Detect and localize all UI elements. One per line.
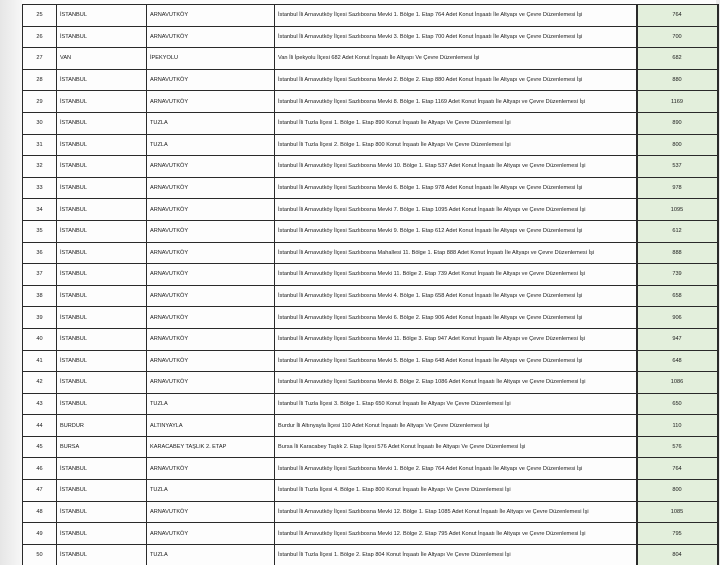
table-row — [23, 177, 718, 199]
district-cell: ARNAVUTKÖY — [147, 26, 275, 48]
housing-count-cell: 682 — [637, 48, 718, 70]
project-description-cell: İstanbul İli Arnavutköy İlçesi Sazlıbosna Mevki 7. Bölge 1. Etap 1095 Adet Konut İnşaatı İle Altyapı ve Çevre Düzenlemesi İşi — [275, 199, 637, 221]
district-cell: KARACABEY TAŞLIK 2. ETAP — [147, 436, 275, 458]
province-cell: İSTANBUL — [57, 26, 147, 48]
table-row — [23, 69, 718, 91]
housing-count-cell: 537 — [637, 156, 718, 178]
table-row — [23, 523, 718, 545]
table-row — [23, 393, 718, 415]
district-cell: TUZLA — [147, 544, 275, 565]
table-row — [23, 501, 718, 523]
row-number-cell: 37 — [23, 264, 57, 286]
row-number-cell: 50 — [23, 544, 57, 565]
row-number-cell: 49 — [23, 523, 57, 545]
district-cell: ARNAVUTKÖY — [147, 91, 275, 113]
district-cell: ALTINYAYLA — [147, 415, 275, 437]
row-number-cell: 34 — [23, 199, 57, 221]
project-description-cell: İstanbul İli Arnavutköy İlçesi Sazlıbosna Mevki 6. Bölge 2. Etap 906 Adet Konut İnşaatı İle Altyapı ve Çevre Düzenlemesi İşi — [275, 307, 637, 329]
province-cell: BURSA — [57, 436, 147, 458]
province-cell: İSTANBUL — [57, 242, 147, 264]
district-cell: İPEKYOLU — [147, 48, 275, 70]
row-number-cell: 31 — [23, 134, 57, 156]
province-cell: İSTANBUL — [57, 199, 147, 221]
row-number-cell: 42 — [23, 372, 57, 394]
province-cell: İSTANBUL — [57, 5, 147, 27]
table-row — [23, 242, 718, 264]
project-description-cell: İstanbul İli Arnavutköy İlçesi Sazlıbosna Mevki 11. Bölge 2. Etap 739 Adet Konut İnşaatı İle Altyapı ve Çevre Düzenlemesi İşi — [275, 264, 637, 286]
province-cell: İSTANBUL — [57, 91, 147, 113]
province-cell: İSTANBUL — [57, 177, 147, 199]
province-cell: İSTANBUL — [57, 264, 147, 286]
province-cell: İSTANBUL — [57, 156, 147, 178]
project-description-cell: İstanbul İli Arnavutköy İlçesi Sazlıbosna Mevki 8. Bölge 1. Etap 1169 Adet Konut İnşaatı İle Altyapı ve Çevre Düzenlemesi İşi — [275, 91, 637, 113]
province-cell: İSTANBUL — [57, 220, 147, 242]
row-number-cell: 48 — [23, 501, 57, 523]
project-description-cell: İstanbul İli Arnavutköy İlçesi Sazlıbosna Mevki 10. Bölge 1. Etap 537 Adet Konut İnşaatı İle Altyapı ve Çevre Düzenlemesi İşi — [275, 156, 637, 178]
table-row — [23, 307, 718, 329]
housing-count-cell: 800 — [637, 480, 718, 502]
row-number-cell: 32 — [23, 156, 57, 178]
district-cell: ARNAVUTKÖY — [147, 199, 275, 221]
project-description-cell: İstanbul İli Arnavutköy İlçesi Sazlıbosna Mevki 8. Bölge 2. Etap 1086 Adet Konut İnşaatı İle Altyapı ve Çevre Düzenlemesi İşi — [275, 372, 637, 394]
table-row — [23, 112, 718, 134]
project-description-cell: İstanbul İli Arnavutköy İlçesi Sazlıbosna Mevki 1. Bölge 1. Etap 764 Adet Konut İnşaatı İle Altyapı ve Çevre Düzenlemesi İşi — [275, 5, 637, 27]
housing-count-cell: 612 — [637, 220, 718, 242]
table-row — [23, 480, 718, 502]
housing-count-cell: 658 — [637, 285, 718, 307]
project-description-cell: Bursa İli Karacabey Taşlık 2. Etap İlçesi 576 Adet Konut İnşaatı İle Altyapı Ve Çevre Düzenlemesi İşi — [275, 436, 637, 458]
project-description-cell: İstanbul İli Tuzla İlçesi 1. Bölge 2. Etap 804 Konut İnşaatı İle Altyapı Ve Çevre Düzenlemesi İşi — [275, 544, 637, 565]
province-cell: İSTANBUL — [57, 134, 147, 156]
province-cell: İSTANBUL — [57, 393, 147, 415]
province-cell: İSTANBUL — [57, 372, 147, 394]
province-cell: İSTANBUL — [57, 69, 147, 91]
project-description-cell: İstanbul İli Tuzla İlçesi 1. Bölge 1. Etap 890 Konut İnşaatı İle Altyapı Ve Çevre Düzenlemesi İşi — [275, 112, 637, 134]
project-description-cell: İstanbul İli Arnavutköy İlçesi Sazlıbosna Mevki 5. Bölge 1. Etap 648 Adet Konut İnşaatı İle Altyapı ve Çevre Düzenlemesi İşi — [275, 350, 637, 372]
project-description-cell: İstanbul İli Arnavutköy İlçesi Sazlıbosna Mevki 3. Bölge 1. Etap 700 Adet Konut İnşaatı İle Altyapı ve Çevre Düzenlemesi İşi — [275, 26, 637, 48]
table-row — [23, 134, 718, 156]
housing-count-cell: 648 — [637, 350, 718, 372]
district-cell: TUZLA — [147, 134, 275, 156]
project-description-cell: İstanbul İli Arnavutköy İlçesi Sazlıbosna Mevki 4. Bölge 1. Etap 658 Adet Konut İnşaatı İle Altyapı ve Çevre Düzenlemesi İşi — [275, 285, 637, 307]
housing-count-cell: 1085 — [637, 501, 718, 523]
housing-count-cell: 650 — [637, 393, 718, 415]
district-cell: ARNAVUTKÖY — [147, 372, 275, 394]
housing-count-cell: 890 — [637, 112, 718, 134]
project-description-cell: İstanbul İli Arnavutköy İlçesi Sazlıbosna Mevki 12. Bölge 1. Etap 1085 Adet Konut İnşaatı İle Altyapı ve Çevre Düzenlemesi İşi — [275, 501, 637, 523]
province-cell: İSTANBUL — [57, 112, 147, 134]
row-number-cell: 43 — [23, 393, 57, 415]
row-number-cell: 40 — [23, 328, 57, 350]
row-number-cell: 44 — [23, 415, 57, 437]
table-row — [23, 458, 718, 480]
housing-count-cell: 978 — [637, 177, 718, 199]
row-number-cell: 26 — [23, 26, 57, 48]
district-cell: ARNAVUTKÖY — [147, 264, 275, 286]
table-row — [23, 436, 718, 458]
province-cell: İSTANBUL — [57, 458, 147, 480]
housing-count-cell: 1086 — [637, 372, 718, 394]
province-cell: İSTANBUL — [57, 480, 147, 502]
housing-count-cell: 1169 — [637, 91, 718, 113]
housing-count-cell: 110 — [637, 415, 718, 437]
table-row — [23, 48, 718, 70]
district-cell: ARNAVUTKÖY — [147, 350, 275, 372]
table-row — [23, 350, 718, 372]
province-cell: İSTANBUL — [57, 544, 147, 565]
row-number-cell: 33 — [23, 177, 57, 199]
project-description-cell: İstanbul İli Tuzla İlçesi 2. Bölge 1. Etap 800 Konut İnşaatı İle Altyapı Ve Çevre Düzenlemesi İşi — [275, 134, 637, 156]
housing-count-cell: 880 — [637, 69, 718, 91]
table-row — [23, 264, 718, 286]
row-number-cell: 41 — [23, 350, 57, 372]
housing-count-cell: 1095 — [637, 199, 718, 221]
province-cell: İSTANBUL — [57, 328, 147, 350]
province-cell: İSTANBUL — [57, 501, 147, 523]
table-row — [23, 220, 718, 242]
district-cell: TUZLA — [147, 393, 275, 415]
district-cell: ARNAVUTKÖY — [147, 242, 275, 264]
housing-count-cell: 888 — [637, 242, 718, 264]
page-left-margin — [0, 0, 22, 565]
project-description-cell: İstanbul İli Arnavutköy İlçesi Sazlıbosna Mevki 6. Bölge 1. Etap 978 Adet Konut İnşaatı İle Altyapı ve Çevre Düzenlemesi İşi — [275, 177, 637, 199]
row-number-cell: 27 — [23, 48, 57, 70]
district-cell: ARNAVUTKÖY — [147, 177, 275, 199]
project-description-cell: İstanbul İli Arnavutköy İlçesi Sazlıbosna Mevki 2. Bölge 2. Etap 880 Adet Konut İnşaatı İle Altyapı ve Çevre Düzenlemesi İşi — [275, 69, 637, 91]
project-description-cell: İstanbul İli Arnavutköy İlçesi Sazlıbosna Mevki 1. Bölge 2. Etap 764 Adet Konut İnşaatı İle Altyapı ve Çevre Düzenlemesi İşi — [275, 458, 637, 480]
row-number-cell: 36 — [23, 242, 57, 264]
project-description-cell: İstanbul İli Arnavutköy İlçesi Sazlıbosna Mevki 11. Bölge 3. Etap 947 Adet Konut İnşaatı İle Altyapı ve Çevre Düzenlemesi İşi — [275, 328, 637, 350]
table-row — [23, 328, 718, 350]
project-description-cell: İstanbul İli Arnavutköy İlçesi Sazlıbosna Mevki 9. Bölge 1. Etap 612 Adet Konut İnşaatı İle Altyapı ve Çevre Düzenlemesi İşi — [275, 220, 637, 242]
table-row — [23, 156, 718, 178]
housing-count-cell: 700 — [637, 26, 718, 48]
housing-count-cell: 906 — [637, 307, 718, 329]
table-body — [23, 5, 718, 565]
row-number-cell: 38 — [23, 285, 57, 307]
table-row — [23, 415, 718, 437]
row-number-cell: 45 — [23, 436, 57, 458]
province-cell: İSTANBUL — [57, 523, 147, 545]
housing-count-cell: 576 — [637, 436, 718, 458]
table-row — [23, 285, 718, 307]
table-row — [23, 372, 718, 394]
district-cell: ARNAVUTKÖY — [147, 69, 275, 91]
row-number-cell: 28 — [23, 69, 57, 91]
district-cell: ARNAVUTKÖY — [147, 220, 275, 242]
housing-count-cell: 795 — [637, 523, 718, 545]
project-description-cell: Burdur İli Altınyayla İlçesi 110 Adet Konut İnşaatı İle Altyapı Ve Çevre Düzenlemesi İşi — [275, 415, 637, 437]
housing-count-cell: 764 — [637, 5, 718, 27]
project-description-cell: İstanbul İli Arnavutköy İlçesi Sazlıbosna Mevki 12. Bölge 2. Etap 795 Adet Konut İnşaatı İle Altyapı ve Çevre Düzenlemesi İşi — [275, 523, 637, 545]
project-description-cell: İstanbul İli Tuzla İlçesi 3. Bölge 1. Etap 650 Konut İnşaatı İle Altyapı Ve Çevre Düzenlemesi İşi — [275, 393, 637, 415]
district-cell: TUZLA — [147, 112, 275, 134]
housing-count-cell: 800 — [637, 134, 718, 156]
row-number-cell: 29 — [23, 91, 57, 113]
district-cell: ARNAVUTKÖY — [147, 285, 275, 307]
table-row — [23, 544, 718, 565]
row-number-cell: 25 — [23, 5, 57, 27]
row-number-cell: 30 — [23, 112, 57, 134]
table-row — [23, 5, 718, 27]
row-number-cell: 47 — [23, 480, 57, 502]
table-row — [23, 26, 718, 48]
row-number-cell: 35 — [23, 220, 57, 242]
province-cell: İSTANBUL — [57, 350, 147, 372]
housing-count-cell: 947 — [637, 328, 718, 350]
row-number-cell: 46 — [23, 458, 57, 480]
district-cell: ARNAVUTKÖY — [147, 328, 275, 350]
province-cell: VAN — [57, 48, 147, 70]
project-description-cell: İstanbul İli Tuzla İlçesi 4. Bölge 1. Etap 800 Konut İnşaatı İle Altyapı Ve Çevre Düzenlemesi İşi — [275, 480, 637, 502]
district-cell: ARNAVUTKÖY — [147, 523, 275, 545]
district-cell: ARNAVUTKÖY — [147, 156, 275, 178]
housing-projects-table — [22, 4, 719, 565]
district-cell: ARNAVUTKÖY — [147, 307, 275, 329]
table-row — [23, 199, 718, 221]
district-cell: ARNAVUTKÖY — [147, 5, 275, 27]
province-cell: İSTANBUL — [57, 285, 147, 307]
project-description-cell: Van İli İpekyolu İlçesi 682 Adet Konut İnşaatı İle Altyapı Ve Çevre Düzenlemesi İşi — [275, 48, 637, 70]
district-cell: ARNAVUTKÖY — [147, 501, 275, 523]
district-cell: TUZLA — [147, 480, 275, 502]
housing-count-cell: 739 — [637, 264, 718, 286]
project-description-cell: İstanbul İli Arnavutköy İlçesi Sazlıbosna Mahallesi 11. Bölge 1. Etap 888 Adet Konut İnşaatı İle Altyapı ve Çevre Düzenlemesi İşi — [275, 242, 637, 264]
housing-count-cell: 804 — [637, 544, 718, 565]
province-cell: BURDUR — [57, 415, 147, 437]
table-row — [23, 91, 718, 113]
district-cell: ARNAVUTKÖY — [147, 458, 275, 480]
housing-count-cell: 764 — [637, 458, 718, 480]
row-number-cell: 39 — [23, 307, 57, 329]
province-cell: İSTANBUL — [57, 307, 147, 329]
